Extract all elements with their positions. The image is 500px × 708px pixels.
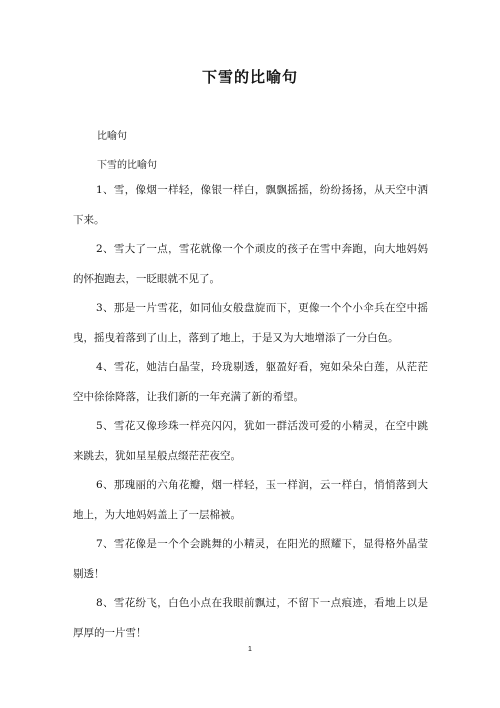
paragraph-5: 5、雪花又像珍珠一样亮闪闪，犹如一群活泼可爱的小精灵，在空中跳来跳去，犹如星星般点缀茫茫夜空。	[73, 420, 428, 462]
paragraph-7: 7、雪花像是一个个会跳舞的小精灵，在阳光的照耀下，显得格外晶莹剔透！	[73, 538, 428, 580]
paragraph-2: 2、雪大了一点，雪花就像一个个顽皮的孩子在雪中奔跑，向大地妈妈的怀抱跑去，一眨眼就不见了。	[73, 243, 428, 285]
page-title: 下雪的比喻句	[201, 68, 298, 86]
paragraph-3: 3、那是一片雪花，如同仙女般盘旋而下，更像一个个小伞兵在空中摇曳，摇曳着落到了山上，落到了地上，于是又为大地增添了一分白色。	[73, 302, 428, 344]
subheading: 下雪的比喻句	[97, 160, 157, 171]
body-text	[73, 176, 428, 648]
paragraph-6: 6、那瑰丽的六角花瓣，烟一样轻，玉一样润，云一样白，悄悄落到大地上，为大地妈妈盖上了一层棉被。	[73, 479, 428, 521]
paragraph-1: 1、雪，像烟一样轻，像银一样白，飘飘摇摇，纷纷扬扬，从天空中洒下来。	[73, 184, 428, 226]
section-heading: 比喻句	[97, 131, 127, 142]
paragraph-4: 4、雪花，她洁白晶莹，玲珑剔透，躯盈好看，宛如朵朵白莲，从茫茫空中徐徐降落，让我们新的一年充满了新的希望。	[73, 361, 428, 403]
page-number: 1	[248, 646, 252, 653]
paragraph-8: 8、雪花纷飞，白色小点在我眼前飘过，不留下一点痕迹，看地上以是厚厚的一片雪！	[73, 597, 428, 639]
